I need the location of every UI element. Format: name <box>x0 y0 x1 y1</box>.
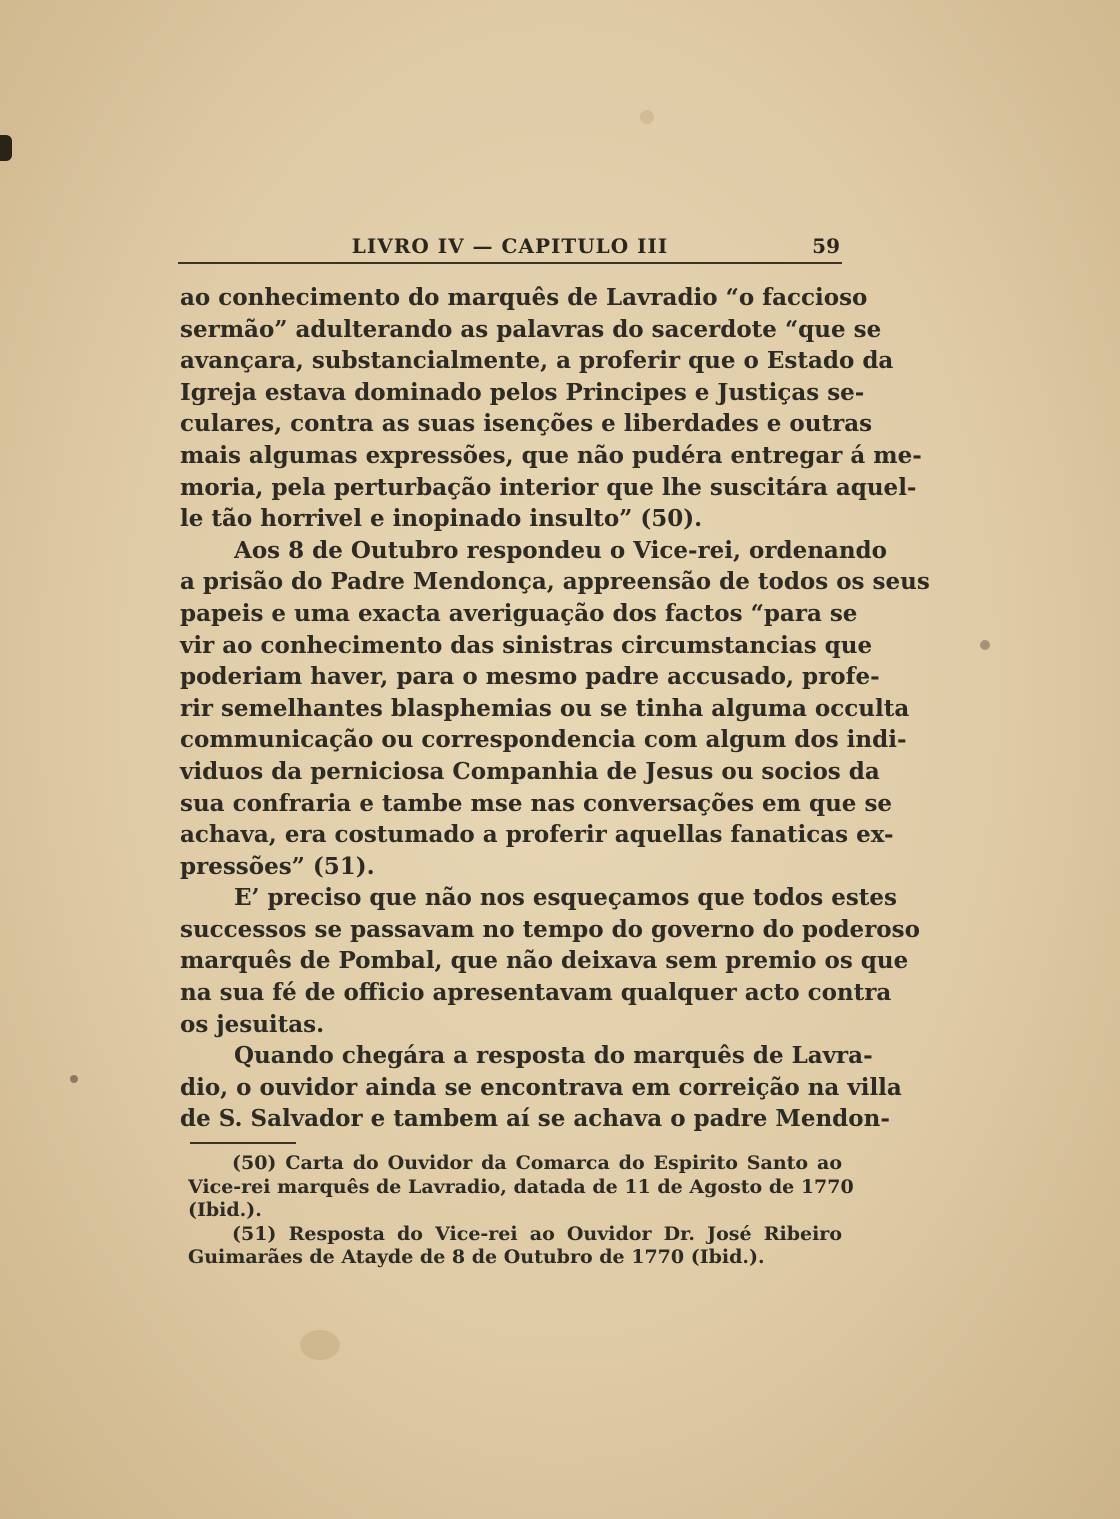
footnote-rule <box>190 1142 296 1144</box>
paper-stain <box>70 1075 78 1083</box>
text-line: rir semelhantes blasphemias ou se tinha alguma occulta <box>180 694 910 722</box>
text-line: vir ao conhecimento das sinistras circumstancias que <box>180 631 873 659</box>
text-line: a prisão do Padre Mendonça, appreensão de todos os seus <box>180 568 930 596</box>
text-line: papeis e uma exacta averiguação dos factos “para se <box>180 599 858 627</box>
text-line: communicação ou correspondencia com algum dos indi- <box>180 726 907 754</box>
running-header <box>178 232 842 264</box>
text-line: achava, era costumado a proferir aquellas fanaticas ex- <box>180 821 894 849</box>
text-line: na sua fé de officio apresentavam qualquer acto contra <box>180 979 892 1007</box>
text-line: pressões” (51). <box>180 852 375 880</box>
body-text <box>180 282 930 1135</box>
text-line: de S. Salvador e tambem aí se achava o padre Mendon- <box>180 1105 890 1133</box>
text-line: mais algumas expressões, que não pudéra entregar á me- <box>180 441 922 469</box>
page-edge-mark <box>0 135 12 161</box>
text-line: sua confraria e tambe mse nas conversações em que se <box>180 789 893 817</box>
text-line: marquês de Pombal, que não deixava sem premio os que <box>180 947 909 975</box>
paper-stain <box>640 110 654 124</box>
text-line: E’ preciso que não nos esqueçamos que todos estes <box>234 884 897 912</box>
text-line: ao conhecimento do marquês de Lavradio “o faccioso <box>180 284 868 311</box>
footnote-line: Vice-rei marquês de Lavradio, datada de 11 de Agosto de 1770 <box>188 1175 854 1198</box>
paper-stain <box>980 640 990 650</box>
text-line: le tão horrivel e inopinado insulto” (50). <box>180 505 703 533</box>
paper-stain <box>300 1330 340 1360</box>
text-line: Quando chegára a resposta do marquês de Lavra- <box>234 1042 873 1070</box>
running-title: LIVRO IV — CAPITULO III <box>351 234 669 258</box>
footnotes <box>188 1152 854 1270</box>
text-line: moria, pela perturbação interior que lhe suscitára aquel- <box>180 473 917 501</box>
footnote-line: (Ibid.). <box>188 1199 262 1221</box>
text-line: poderiam haver, para o mesmo padre accusado, profe- <box>180 663 880 691</box>
text-line: dio, o ouvidor ainda se encontrava em correição na villa <box>180 1073 902 1101</box>
footnote-line: (50) Carta do Ouvidor da Comarca do Espirito Santo ao <box>232 1152 842 1174</box>
text-line: Igreja estava dominado pelos Principes e Justiças se- <box>180 378 865 406</box>
page-number: 59 <box>812 234 840 258</box>
text-line: os jesuitas. <box>180 1010 325 1038</box>
footnote-line: (51) Resposta do Vice-rei ao Ouvidor Dr. José Ribeiro <box>232 1222 842 1245</box>
text-line: sermão” adulterando as palavras do sacerdote “que se <box>180 315 882 343</box>
text-line: Aos 8 de Outubro respondeu o Vice-rei, ordenando <box>234 536 887 564</box>
text-line: viduos da perniciosa Companhia de Jesus ou socios da <box>180 757 880 785</box>
text-line: successos se passavam no tempo do governo do poderoso <box>180 915 920 943</box>
footnote-line: Guimarães de Atayde de 8 de Outubro de 1770 (Ibid.). <box>188 1246 765 1268</box>
text-line: culares, contra as suas isenções e liberdades e outras <box>180 410 873 438</box>
text-line: avançara, substancialmente, a proferir que o Estado da <box>180 347 894 375</box>
